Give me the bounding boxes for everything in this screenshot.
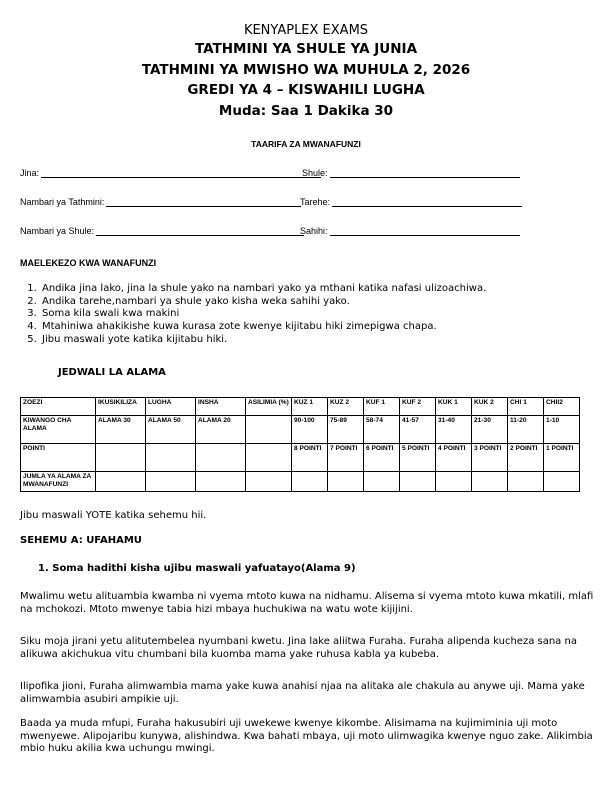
instruction-item: 3. Soma kila swali kwa makini (40, 308, 600, 321)
table-cell[interactable] (400, 472, 436, 492)
signature-label: Sahihi: (300, 226, 328, 236)
name-line[interactable] (41, 169, 321, 178)
table-cell: 4 POINTI (436, 444, 472, 472)
table-cell: ALAMA 50 (146, 416, 196, 444)
table-cell (246, 444, 292, 472)
table-cell (96, 444, 146, 472)
table-cell[interactable] (472, 472, 508, 492)
table-cell: 1-10 (544, 416, 580, 444)
date-line[interactable] (332, 198, 522, 207)
table-cell: 8 POINTI (292, 444, 328, 472)
table-cell: 75-89 (328, 416, 364, 444)
instruction-item: 5. Jibu maswali yote katika kijitabu hiki. (40, 334, 600, 347)
instruction-item: 4. Mtahiniwa ahakikishe kuwa kurasa zote kwenye kijitabu hiki zimepigwa chapa. (40, 321, 600, 334)
story-paragraph-2: Siku moja jirani yetu alitutembelea nyumbani kwetu. Jina lake aliitwa Furaha. Furaha alipenda kucheza sana na alikuwa akichukua vitu chumbani bila kuomba mama yake ruhusa kabla ya kubeba. (20, 636, 577, 660)
table-cell[interactable] (508, 472, 544, 492)
table-cell[interactable] (246, 472, 292, 492)
signature-line[interactable] (330, 227, 520, 236)
table-cell[interactable] (196, 472, 246, 492)
student-info-title: TAARIFA ZA MWANAFUNZI (251, 139, 361, 149)
table-cell (146, 444, 196, 472)
table-cell: KUF 2 (400, 398, 436, 416)
table-cell[interactable] (436, 472, 472, 492)
table-cell: KUZ 1 (292, 398, 328, 416)
table-cell[interactable] (364, 472, 400, 492)
story-paragraph-3: Ilipofika jioni, Furaha alimwambia mama yake kuwa anahisi njaa na alitaka ale chakula au anywe uji. Mama yake alimwambia asubiri ampikie uji. (20, 681, 585, 705)
table-cell: ZOEZI (21, 398, 96, 416)
table-cell[interactable] (292, 472, 328, 492)
table-cell: 11-20 (508, 416, 544, 444)
table-cell: 41-57 (400, 416, 436, 444)
school-line[interactable] (330, 169, 520, 178)
table-cell: CHII2 (544, 398, 580, 416)
table-cell (246, 416, 292, 444)
exam-duration: Muda: Saa 1 Dakika 30 (218, 103, 394, 119)
question-1: 1. Soma hadithi kisha ujibu maswali yafuatayo(Alama 9) (38, 563, 356, 574)
date-label: Tarehe: (300, 197, 331, 207)
name-field[interactable] (20, 168, 321, 178)
table-header-row (21, 398, 580, 416)
exam-brand: KENYAPLEX EXAMS (243, 23, 369, 38)
exam-term: TATHMINI YA MWISHO WA MUHULA 2, 2026 (141, 62, 471, 78)
table-cell: 5 POINTI (400, 444, 436, 472)
table-cell: 6 POINTI (364, 444, 400, 472)
table-cell: LUGHA (146, 398, 196, 416)
table-cell: 31-40 (436, 416, 472, 444)
exam-grade-subject: GREDI YA 4 – KISWAHILI LUGHA (187, 82, 425, 98)
points-row (21, 444, 580, 472)
table-cell: KUK 2 (472, 398, 508, 416)
total-row (21, 472, 580, 492)
instructions-list (20, 283, 600, 347)
story-paragraph-1: Mwalimu wetu alituambia kwamba ni vyema mtoto kuwa na nidhamu. Alisema si vyema mtoto kuwa mkatili, mlafi na mchokozi. Mtoto mwenye tabia hizi mbaya huchukiwa na watu wote kijijini. (20, 591, 594, 615)
school-number-label: Nambari ya Shule: (20, 226, 95, 236)
instructions-title: MAELEKEZO KWA WANAFUNZI (20, 258, 157, 268)
date-field[interactable] (300, 197, 522, 207)
section-a-title: SEHEMU A: UFAHAMU (20, 535, 142, 546)
school-number-field[interactable] (20, 226, 304, 236)
table-cell: INSHA (196, 398, 246, 416)
table-cell: ASILIMIA (%) (246, 398, 292, 416)
assessment-number-line[interactable] (106, 198, 301, 207)
table-cell: 7 POINTI (328, 444, 364, 472)
general-instruction: Jibu maswali YOTE katika sehemu hii. (20, 510, 207, 521)
score-range-row (21, 416, 580, 444)
table-cell[interactable] (96, 472, 146, 492)
table-cell: KUF 1 (364, 398, 400, 416)
instruction-item: 1. Andika jina lako, jina la shule yako na nambari yako ya mthani katika nafasi ulizoachiwa. (40, 283, 600, 296)
table-cell: ALAMA 30 (96, 416, 146, 444)
table-cell: 2 POINTI (508, 444, 544, 472)
instruction-item: 2. Andika tarehe,nambari ya shule yako kisha weka sahihi yako. (40, 296, 600, 309)
table-cell[interactable] (328, 472, 364, 492)
exam-title: TATHMINI YA SHULE YA JUNIA (194, 41, 418, 57)
table-cell: IKUSIKILIZA (96, 398, 146, 416)
assessment-number-label: Nambari ya Tathmini: (20, 197, 105, 207)
table-cell[interactable] (544, 472, 580, 492)
school-label: Shule: (302, 168, 328, 178)
table-cell: ALAMA 20 (196, 416, 246, 444)
table-cell: KIWANGO CHA ALAMA (21, 416, 96, 444)
table-cell: 3 POINTI (472, 444, 508, 472)
table-cell: CHI 1 (508, 398, 544, 416)
assessment-number-field[interactable] (20, 197, 301, 207)
table-cell: 1 POINTI (544, 444, 580, 472)
table-cell: JUMLA YA ALAMA ZA MWANAFUNZI (21, 472, 96, 492)
table-cell: POINTI (21, 444, 96, 472)
table-cell (196, 444, 246, 472)
story-paragraph-4: Baada ya muda mfupi, Furaha hakusubiri uji uwekewe kwenye kikombe. Alisimama na kujimiminia uji moto mwenyewe. Alipojaribu kunywa, alishindwa. Kwa bahati mbaya, uji moto ulimwagika kwenye nguo zake. Alikimbia mbio huku akilia kwa uchungu mwingi. (20, 718, 593, 754)
signature-field[interactable] (300, 226, 520, 236)
table-cell[interactable] (146, 472, 196, 492)
school-number-line[interactable] (96, 227, 304, 236)
table-cell: 21-30 (472, 416, 508, 444)
score-table-title: JEDWALI LA ALAMA (58, 367, 166, 378)
score-table (20, 397, 580, 492)
table-cell: 90-100 (292, 416, 328, 444)
school-field[interactable] (302, 168, 520, 178)
table-cell: 58-74 (364, 416, 400, 444)
name-label: Jina: (20, 168, 40, 178)
table-cell: KUZ 2 (328, 398, 364, 416)
table-cell: KUK 1 (436, 398, 472, 416)
